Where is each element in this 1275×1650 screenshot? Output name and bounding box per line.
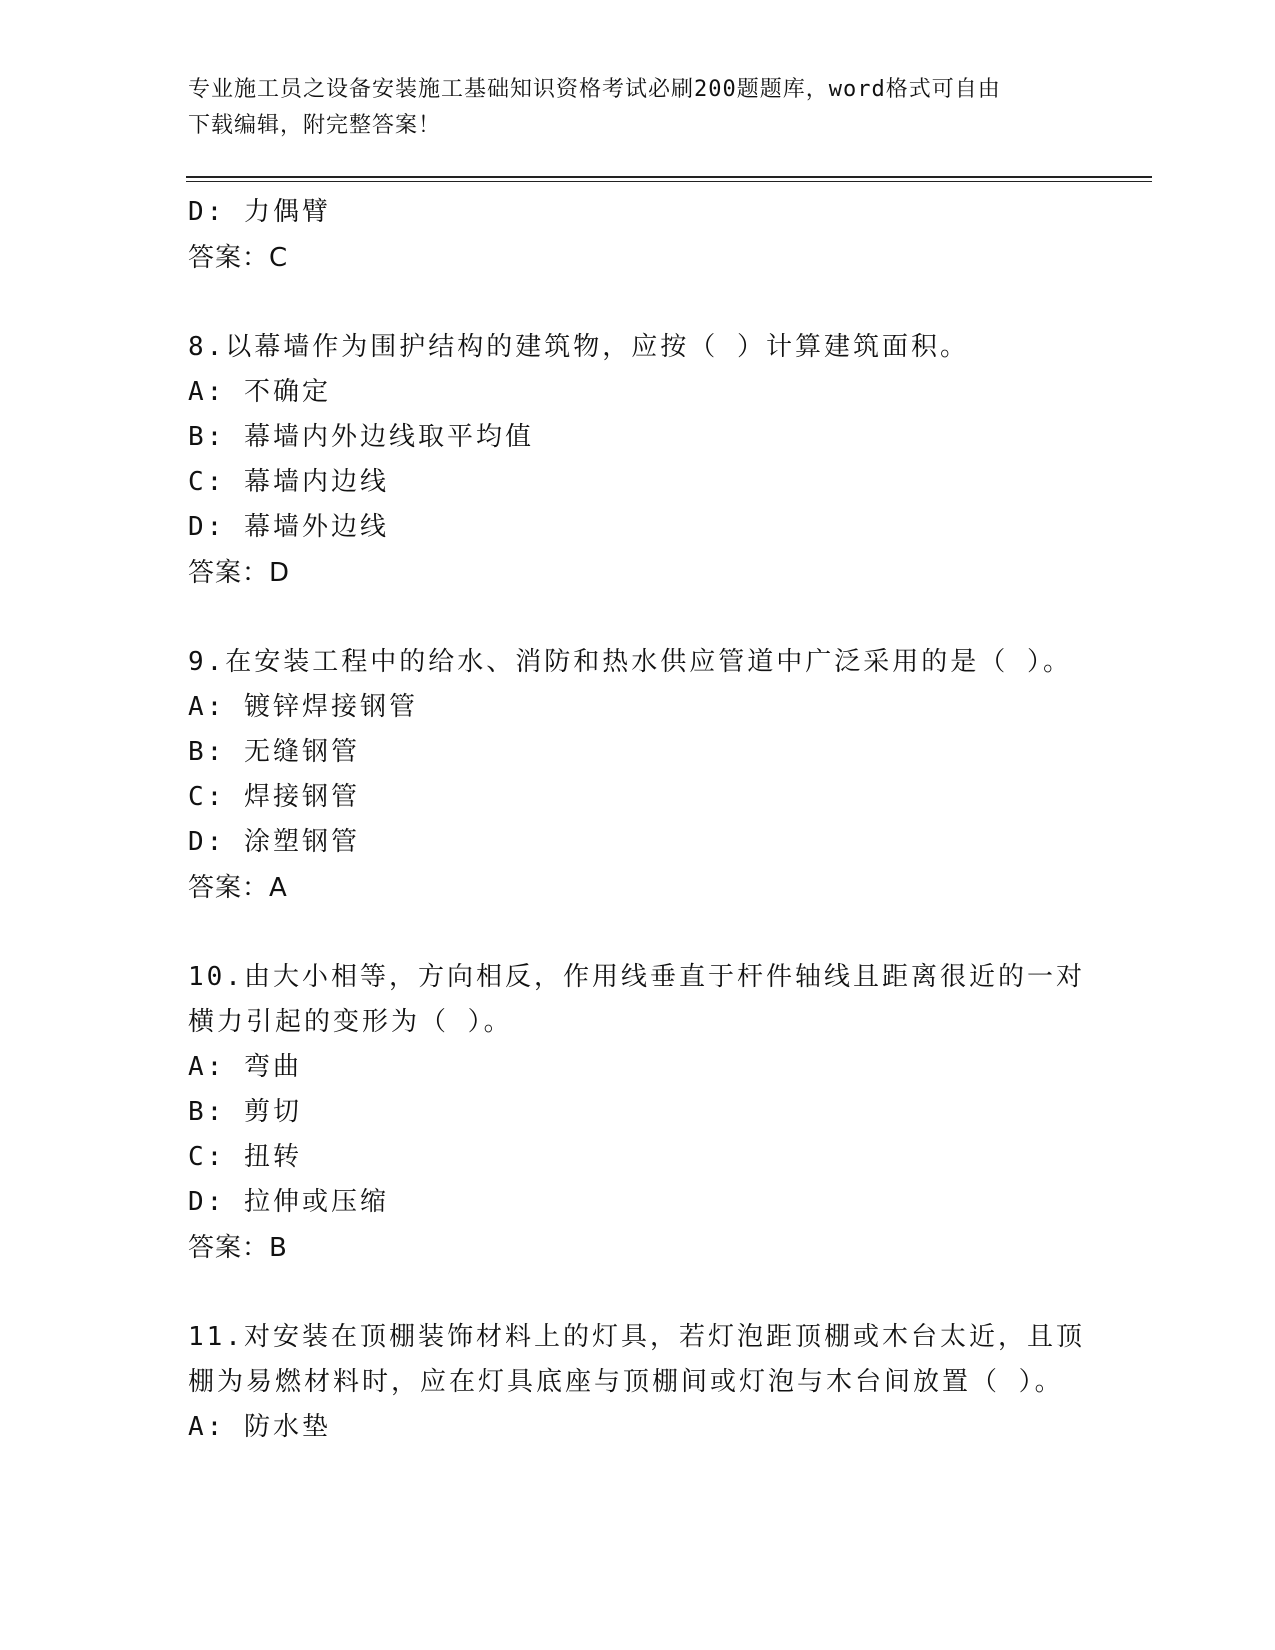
header-divider-thick — [186, 176, 1152, 178]
option-c: C: 扭转 — [188, 1142, 302, 1172]
spacer — [188, 911, 1088, 955]
header-line-2: 下载编辑，附完整答案！ — [188, 113, 442, 138]
option-d: D: 力偶臂 — [188, 197, 331, 227]
question-text-line-2: 横力引起的变形为（ ）。 — [188, 1007, 513, 1037]
answer-line: 答案：A — [188, 873, 288, 903]
question-text: 8.以幕墙作为围护结构的建筑物，应按（ ）计算建筑面积。 — [188, 332, 969, 362]
option-a: A: 不确定 — [188, 377, 331, 407]
option-b: B: 无缝钢管 — [188, 737, 360, 767]
question-11 — [188, 1315, 1088, 1450]
document-header — [188, 72, 1088, 144]
question-text-line-2: 棚为易燃材料时，应在灯具底座与顶棚间或灯泡与木台间放置（ ）。 — [188, 1367, 1064, 1397]
question-content — [188, 190, 1088, 1450]
spacer — [188, 596, 1088, 640]
header-line-1: 专业施工员之设备安装施工基础知识资格考试必刷200题题库，word格式可自由 — [188, 77, 1001, 102]
question-fragment — [188, 190, 1088, 281]
option-b: B: 剪切 — [188, 1097, 302, 1127]
question-text-line-1: 11.对安装在顶棚装饰材料上的灯具，若灯泡距顶棚或木台太近，且顶 — [188, 1322, 1085, 1352]
header-divider-thin — [186, 181, 1152, 182]
spacer — [188, 281, 1088, 325]
option-d: D: 拉伸或压缩 — [188, 1187, 389, 1217]
question-8 — [188, 325, 1088, 596]
option-a: A: 弯曲 — [188, 1052, 302, 1082]
option-a: A: 镀锌焊接钢管 — [188, 692, 418, 722]
answer-line: 答案：B — [188, 1233, 288, 1263]
answer-line: 答案：C — [188, 243, 289, 273]
option-c: C: 幕墙内边线 — [188, 467, 389, 497]
spacer — [188, 1271, 1088, 1315]
question-9 — [188, 640, 1088, 911]
question-10 — [188, 955, 1088, 1271]
question-text-line-1: 10.由大小相等，方向相反，作用线垂直于杆件轴线且距离很近的一对 — [188, 962, 1085, 992]
option-b: B: 幕墙内外边线取平均值 — [188, 422, 534, 452]
question-text: 9.在安装工程中的给水、消防和热水供应管道中广泛采用的是（ ）。 — [188, 647, 1072, 677]
option-c: C: 焊接钢管 — [188, 782, 360, 812]
option-d: D: 涂塑钢管 — [188, 827, 360, 857]
option-a: A: 防水垫 — [188, 1412, 331, 1442]
answer-line: 答案：D — [188, 558, 291, 588]
option-d: D: 幕墙外边线 — [188, 512, 389, 542]
